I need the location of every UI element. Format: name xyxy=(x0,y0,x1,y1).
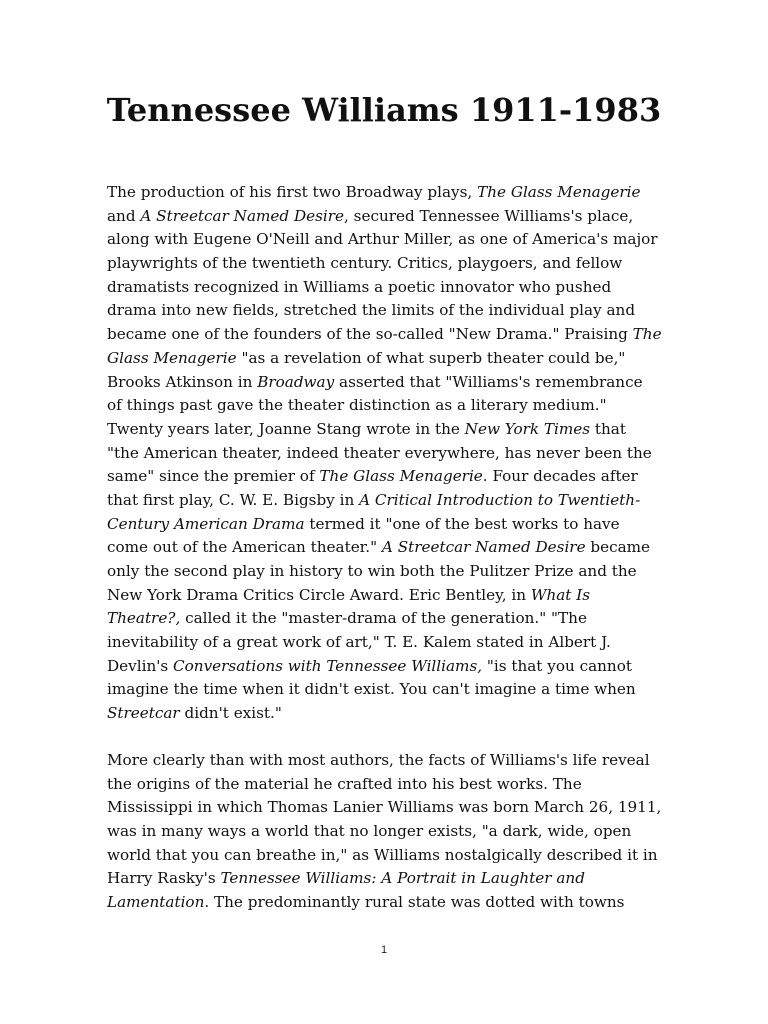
text-line xyxy=(107,867,667,891)
text-line xyxy=(107,299,667,323)
text-line xyxy=(107,181,667,205)
text-line xyxy=(107,678,667,702)
text-run: come out of the American theater." xyxy=(107,538,382,557)
text-run: inevitability of a great work of art," T. E. Kalem stated in Albert J. xyxy=(107,633,611,652)
text-run: "as a revelation of what superb theater could be," xyxy=(236,348,626,367)
text-run: dramatists recognized in Williams a poetic innovator who pushed xyxy=(107,277,612,296)
text-run: became one of the founders of the so-called "New Drama." Praising xyxy=(107,325,633,344)
text-run: of things past gave the theater distinction as a literary medium." xyxy=(107,396,607,415)
text-run: drama into new fields, stretched the limits of the individual play and xyxy=(107,301,636,320)
text-line xyxy=(107,442,667,466)
text-line xyxy=(107,560,667,584)
text-line xyxy=(107,418,667,442)
text-line xyxy=(107,655,667,679)
text-run: New York Drama Critics Circle Award. Eric Bentley, in xyxy=(107,585,531,604)
text-run: didn't exist." xyxy=(179,704,282,723)
text-run: was in many ways a world that no longer exists, "a dark, wide, open xyxy=(107,821,632,840)
italic-title: Streetcar xyxy=(107,704,180,723)
text-run: termed it "one of the best works to have xyxy=(304,514,620,533)
text-run: same" since the premier of xyxy=(107,467,320,486)
page-number: 1 xyxy=(380,944,388,956)
text-line xyxy=(107,489,667,513)
text-run: asserted that "Williams's remembrance xyxy=(334,372,643,391)
italic-title: Glass Menagerie xyxy=(107,348,237,367)
document-body xyxy=(107,181,667,915)
italic-title: Tennessee Williams: A Portrait in Laughter and xyxy=(220,869,585,888)
italic-title: The Glass Menagerie xyxy=(319,467,483,486)
text-run: only the second play in history to win both the Pulitzer Prize and the xyxy=(107,562,637,580)
text-line xyxy=(107,323,667,347)
text-run: Twenty years later, Joanne Stang wrote in the xyxy=(107,419,465,438)
document-title: Tennessee Williams 1911-1983 xyxy=(106,91,662,129)
text-line xyxy=(107,891,667,915)
italic-title: What Is xyxy=(530,585,591,604)
text-line xyxy=(107,631,667,655)
text-run: that xyxy=(590,419,626,438)
text-run: imagine the time when it didn't exist. You can't imagine a time when xyxy=(107,680,636,699)
italic-title: Century American Drama xyxy=(107,514,305,533)
text-run: and xyxy=(107,206,141,225)
italic-title: A Critical Introduction to Twentieth- xyxy=(359,490,641,509)
text-line xyxy=(107,276,667,300)
paragraph xyxy=(107,181,667,726)
text-run: Mississippi in which Thomas Lanier Williams was born March 26, 1911, xyxy=(107,798,662,817)
italic-title: A Streetcar Named Desire xyxy=(140,206,345,225)
italic-title: Theatre?, xyxy=(107,609,181,628)
text-line xyxy=(107,796,667,820)
text-run: called it the "master-drama of the generation." "The xyxy=(180,609,587,628)
text-line xyxy=(107,749,667,773)
text-run: . Four decades after xyxy=(482,467,638,486)
text-line xyxy=(107,844,667,868)
italic-title: Broadway xyxy=(257,372,335,391)
text-line xyxy=(107,205,667,229)
text-line xyxy=(107,394,667,418)
text-run: Brooks Atkinson in xyxy=(107,372,258,391)
italic-title: New York Times xyxy=(464,419,591,438)
text-line xyxy=(107,228,667,252)
text-line xyxy=(107,465,667,489)
paragraph xyxy=(107,749,667,915)
text-line xyxy=(107,347,667,371)
text-run: The production of his first two Broadway plays, xyxy=(107,183,478,201)
text-line xyxy=(107,584,667,608)
text-line xyxy=(107,607,667,631)
text-run: became xyxy=(585,538,651,557)
text-run: along with Eugene O'Neill and Arthur Miller, as one of America's major xyxy=(107,230,658,249)
text-line xyxy=(107,820,667,844)
text-run: world that you can breathe in," as Williams nostalgically described it in xyxy=(107,845,658,864)
text-run: More clearly than with most authors, the facts of Williams's life reveal xyxy=(107,750,650,769)
text-line xyxy=(107,252,667,276)
text-line xyxy=(107,702,667,726)
text-run: playwrights of the twentieth century. Critics, playgoers, and fellow xyxy=(107,254,623,273)
italic-title: Lamentation xyxy=(107,892,205,911)
italic-title: Conversations with Tennessee Williams, xyxy=(173,656,483,675)
text-run: "is that you cannot xyxy=(482,656,632,675)
text-run: the origins of the material he crafted into his best works. The xyxy=(107,774,582,793)
text-line xyxy=(107,513,667,537)
text-run: , secured Tennessee Williams's place, xyxy=(344,206,634,225)
text-run: Harry Rasky's xyxy=(107,869,221,888)
text-line xyxy=(107,773,667,797)
text-line xyxy=(107,536,667,560)
text-run: . The predominantly rural state was dotted with towns xyxy=(204,892,625,911)
italic-title: The xyxy=(632,325,662,344)
italic-title: A Streetcar Named Desire xyxy=(381,538,586,557)
text-run: Devlin's xyxy=(107,656,174,675)
text-run: that first play, C. W. E. Bigsby in xyxy=(107,490,360,509)
text-run: "the American theater, indeed theater everywhere, has never been the xyxy=(107,443,652,462)
text-line xyxy=(107,371,667,395)
italic-title: The Glass Menagerie xyxy=(477,183,641,201)
